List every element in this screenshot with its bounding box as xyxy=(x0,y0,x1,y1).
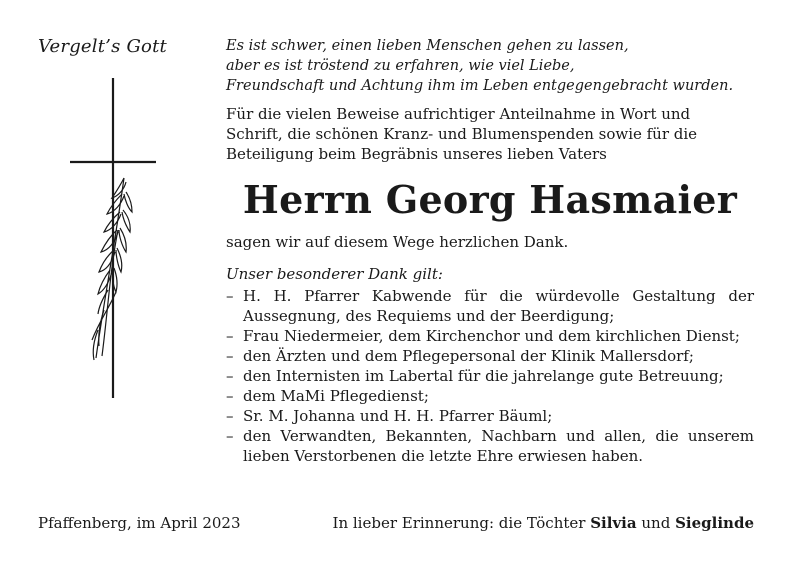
conjunction: und xyxy=(641,514,671,532)
intro-line: Schrift, die schönen Kranz- und Blumenspenden sowie für die xyxy=(226,125,698,143)
side-heading: Vergelt’s Gott xyxy=(38,36,167,57)
special-thanks-list xyxy=(226,286,754,466)
deceased-name: Herrn Georg Hasmaier xyxy=(242,177,738,222)
list-item: – H. H. Pfarrer Kabwende für die würdevolle Gestaltung der Aussegnung, des Requiems und der Beerdigung; xyxy=(226,286,754,326)
list-item: – den Verwandten, Bekannten, Nachbarn und allen, die unserem lieben Verstorbenen die letzte Ehre erwiesen haben. xyxy=(226,426,754,466)
main-text xyxy=(226,36,754,466)
memory-line xyxy=(333,513,754,533)
list-item: – den Ärzten und dem Pflegepersonal der Klinik Mallersdorf; xyxy=(226,346,754,366)
motto-line: aber es ist tröstend zu erfahren, wie viel Liebe, xyxy=(226,58,575,74)
list-item: – dem MaMi Pflegedienst; xyxy=(226,386,754,406)
place-date: Pfaffenberg, im April 2023 xyxy=(38,514,241,532)
list-item: – Sr. M. Johanna und H. H. Pfarrer Bäuml; xyxy=(226,406,754,426)
motto-line: Freundschaft und Achtung ihm im Leben entgegengebracht wurden. xyxy=(226,78,734,94)
list-item: – den Internisten im Labertal für die jahrelange gute Betreuung; xyxy=(226,366,754,386)
list-item: – Frau Niedermeier, dem Kirchenchor und dem kirchlichen Dienst; xyxy=(226,326,754,346)
cross-and-wheat-illustration xyxy=(0,0,220,564)
intro-line: Beteiligung beim Begräbnis unseres lieben Vaters xyxy=(226,145,607,163)
intro-line: Für die vielen Beweise aufrichtiger Anteilnahme in Wort und xyxy=(226,105,691,123)
daughter-name-2: Sieglinde xyxy=(675,514,754,532)
intro-paragraph xyxy=(226,104,754,164)
memory-prefix: In lieber Erinnerung: die Töchter xyxy=(332,514,586,532)
motto-line: Es ist schwer, einen lieben Menschen gehen zu lassen, xyxy=(226,38,629,54)
cross-icon xyxy=(70,78,156,398)
motto xyxy=(226,36,754,96)
thanks-line: sagen wir auf diesem Wege herzlichen Dank. xyxy=(226,233,569,251)
daughter-name-1: Silvia xyxy=(590,514,637,532)
special-thanks-heading: Unser besonderer Dank gilt: xyxy=(226,265,443,283)
